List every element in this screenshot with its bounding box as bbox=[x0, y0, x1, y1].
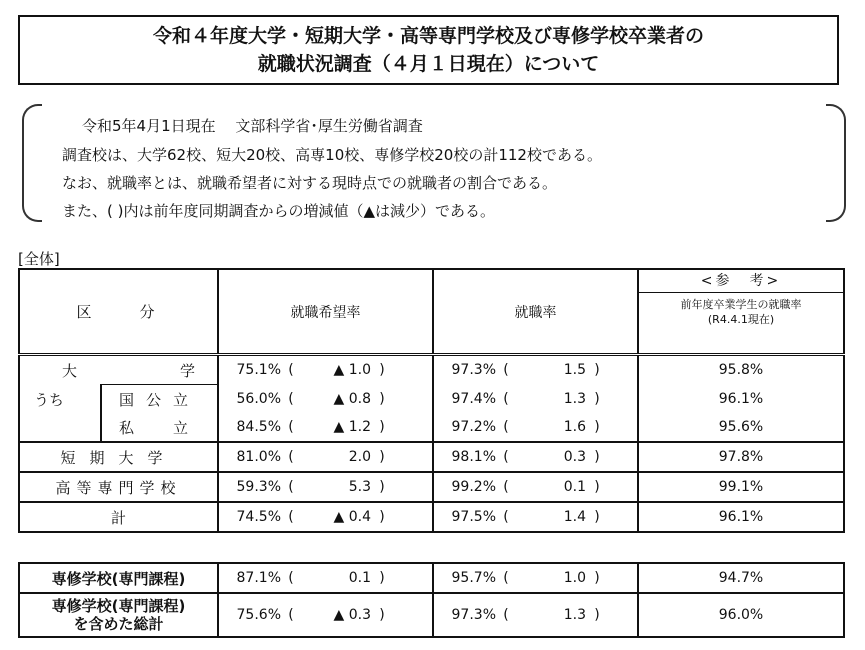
ref-value: 96.0% bbox=[638, 593, 844, 637]
table-row: 大 学 75.1% ( ▲ 1.0 ) 97.3% ( 1.5 ) 95.8% bbox=[19, 355, 844, 385]
hope-value: 74.5% bbox=[236, 509, 281, 525]
title-box bbox=[18, 15, 839, 85]
reference-desc-1: 前年度卒業学生の就職率 bbox=[680, 298, 802, 311]
emp-change: 0.1 bbox=[563, 479, 586, 495]
ref-value: 94.7% bbox=[638, 563, 844, 593]
ref-value: 95.6% bbox=[638, 413, 844, 442]
row-label-line-1: 専修学校(専門課程) bbox=[51, 597, 186, 615]
hope-value: 81.0% bbox=[236, 449, 281, 465]
hope-value: 75.1% bbox=[236, 362, 281, 379]
emp-change: 1.3 bbox=[563, 390, 586, 407]
row-label: 私 立 bbox=[101, 413, 218, 442]
title-line-2: 就職状況調査（４月１日現在）について bbox=[257, 53, 600, 75]
note-schools: 調査校は、大学62校、短大20校、高専10校、専修学校20校の計112校である。 bbox=[62, 146, 602, 164]
row-label: 短期大学 bbox=[19, 442, 218, 472]
header-emp-rate: 就職率 bbox=[433, 269, 638, 355]
hope-change: 2.0 bbox=[348, 449, 371, 465]
reference-desc-2: (R4.4.1現在) bbox=[707, 313, 775, 326]
table-row: 私 立 84.5% ( ▲ 1.2 ) 97.2% ( 1.6 ) 95.6% bbox=[19, 413, 844, 442]
emp-change: 1.6 bbox=[563, 419, 586, 435]
reference-label: <参 考> bbox=[639, 270, 843, 293]
row-label: 国公立 bbox=[101, 385, 218, 414]
title-line-1: 令和４年度大学・短期大学・高等専門学校及び専修学校卒業者の bbox=[152, 25, 704, 47]
emp-value: 97.3% bbox=[451, 607, 496, 623]
emp-value: 97.4% bbox=[451, 390, 496, 407]
hope-value: 75.6% bbox=[236, 607, 281, 623]
ref-value: 99.1% bbox=[638, 472, 844, 502]
hope-change: ▲ 0.3 bbox=[333, 607, 371, 623]
table-row: 計 74.5% ( ▲ 0.4 ) 97.5% ( 1.4 ) 96.1% bbox=[19, 502, 844, 532]
hope-change: 5.3 bbox=[348, 479, 371, 495]
note-date: 令和5年4月1日現在 文部科学省･厚生労働省調査 bbox=[82, 117, 423, 135]
row-label-line-2: を含めた総計 bbox=[73, 615, 164, 633]
emp-change: 1.3 bbox=[563, 607, 586, 623]
emp-value: 98.1% bbox=[451, 449, 496, 465]
emp-value: 99.2% bbox=[451, 479, 496, 495]
row-label: 専修学校(専門課程) bbox=[19, 563, 218, 593]
table-row: 高等専門学校 59.3% ( 5.3 ) 99.2% ( 0.1 ) 99.1% bbox=[19, 472, 844, 502]
table-row: うち 国公立 56.0% ( ▲ 0.8 ) 97.4% ( 1.3 ) 96.1% bbox=[19, 385, 844, 414]
hope-change: ▲ 0.4 bbox=[333, 509, 371, 525]
header-hope-rate: 就職希望率 bbox=[218, 269, 433, 355]
emp-change: 1.5 bbox=[563, 362, 586, 379]
ref-value: 96.1% bbox=[638, 385, 844, 414]
row-label: 大 bbox=[62, 361, 78, 380]
note-parentheses: また、( )内は前年度同期調査からの増減値（▲は減少）である。 bbox=[62, 202, 496, 220]
header-reference bbox=[638, 269, 844, 355]
table-row: 短期大学 81.0% ( 2.0 ) 98.1% ( 0.3 ) 97.8% bbox=[19, 442, 844, 472]
ref-value: 96.1% bbox=[638, 502, 844, 532]
row-label-uchi: うち bbox=[19, 385, 101, 443]
table-row: 専修学校(専門課程) 87.1% ( 0.1 ) 95.7% ( 1.0 ) 94.7% bbox=[19, 563, 844, 593]
employment-table bbox=[18, 268, 845, 533]
emp-change: 0.3 bbox=[563, 449, 586, 465]
hope-change: ▲ 0.8 bbox=[333, 390, 371, 407]
hope-value: 87.1% bbox=[236, 570, 281, 586]
left-bracket bbox=[22, 104, 42, 222]
hope-change: ▲ 1.2 bbox=[333, 419, 371, 435]
emp-value: 97.2% bbox=[451, 419, 496, 435]
table-header-row bbox=[19, 269, 844, 355]
emp-change: 1.4 bbox=[563, 509, 586, 525]
ref-value: 97.8% bbox=[638, 442, 844, 472]
hope-value: 59.3% bbox=[236, 479, 281, 495]
row-label: 計 bbox=[19, 502, 218, 532]
note-definition: なお、就職率とは、就職希望者に対する現時点での就職者の割合である。 bbox=[62, 174, 558, 192]
hope-change: 0.1 bbox=[348, 570, 371, 586]
hope-change: ▲ 1.0 bbox=[333, 362, 371, 379]
hope-value: 84.5% bbox=[236, 419, 281, 435]
emp-value: 97.5% bbox=[451, 509, 496, 525]
ref-value: 95.8% bbox=[638, 355, 844, 385]
section-label: [全体] bbox=[18, 250, 60, 268]
emp-value: 97.3% bbox=[451, 362, 496, 379]
emp-value: 95.7% bbox=[451, 570, 496, 586]
row-label: 高等専門学校 bbox=[19, 472, 218, 502]
header-category: 区 分 bbox=[19, 269, 218, 355]
emp-change: 1.0 bbox=[563, 570, 586, 586]
hope-value: 56.0% bbox=[236, 390, 281, 407]
vocational-table bbox=[18, 562, 845, 638]
right-bracket bbox=[826, 104, 846, 222]
table-row: 専修学校(専門課程) を含めた総計 75.6% ( ▲ 0.3 ) 97.3% ( 1.3 ) 96.0% bbox=[19, 593, 844, 637]
